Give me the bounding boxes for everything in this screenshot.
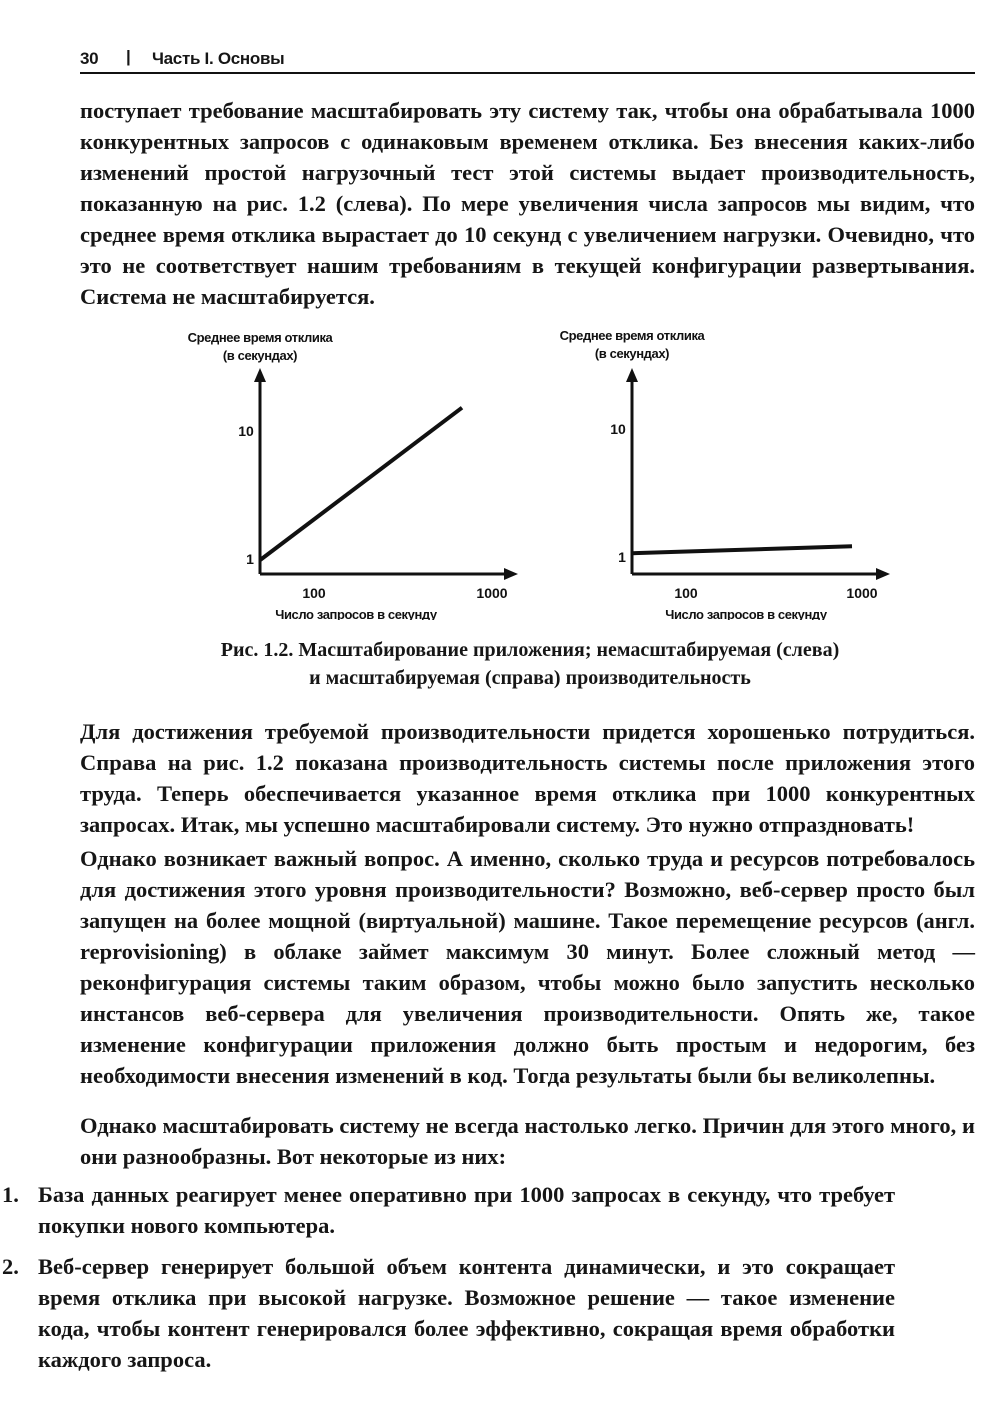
chart-left bbox=[188, 330, 518, 620]
figure-caption bbox=[100, 636, 960, 692]
reasons-list bbox=[0, 1179, 895, 1375]
chart-left-xtick-100: 100 bbox=[302, 585, 326, 601]
chart-left-xtick-1000: 1000 bbox=[476, 585, 508, 601]
page-header bbox=[80, 46, 975, 74]
header-separator: | bbox=[126, 47, 131, 66]
chart-right-xlabel: Число запросов в секунду bbox=[665, 607, 827, 620]
chart-left-series-line bbox=[260, 408, 462, 560]
caption-line2: и масштабируемая (справа) производительность bbox=[309, 667, 751, 689]
chart-right-y-arrow bbox=[626, 368, 638, 382]
list-item-number: 2. bbox=[2, 1254, 19, 1279]
chart-right-xtick-1000: 1000 bbox=[846, 585, 878, 601]
list-item bbox=[0, 1251, 895, 1375]
chart-right-ytick-1: 1 bbox=[618, 549, 626, 565]
chart-left-xlabel: Число запросов в секунду bbox=[275, 607, 437, 620]
chart-right-x-arrow bbox=[876, 568, 890, 580]
chart-left-x-arrow bbox=[504, 568, 518, 580]
section-title: Часть I. Основы bbox=[152, 49, 285, 68]
chart-right bbox=[560, 328, 890, 620]
caption-label: Рис. 1.2. bbox=[220, 639, 294, 661]
chart-right-series-line bbox=[632, 546, 852, 553]
list-item-number: 1. bbox=[2, 1182, 19, 1207]
chart-right-ytick-10: 10 bbox=[610, 421, 626, 437]
scaling-charts bbox=[170, 320, 890, 620]
chart-left-ytick-10: 10 bbox=[238, 423, 254, 439]
chart-right-ylabel-line1: Среднее время отклика bbox=[559, 328, 705, 343]
chart-left-ylabel-line1: Среднее время отклика bbox=[187, 330, 333, 345]
chart-right-ylabel-line2: (в секундах) bbox=[594, 346, 670, 361]
chart-left-y-arrow bbox=[254, 368, 266, 382]
paragraph-question: Однако возникает важный вопрос. А именно, сколько труда и ресурсов потребовалось для достижения этого уровня производительности? Возможно, веб-сервер просто был запущен на более мощной (виртуальной) машине. Такое перемещение ресурсов (англ. reprovisioning) в облаке займет максимум 30 минут. Более сложный метод — реконфигурация системы таким образом, чтобы можно было запустить несколько инстансов веб-сервера для увеличения производительности. Опять же, такое изменение конфигурации приложения должно быть простым и недорогим, без необходимости внесения изменений в код. Тогда результаты были бы великолепны. bbox=[80, 846, 975, 1088]
list-item-text: База данных реагирует менее оперативно при 1000 запросах в секунду, что требует покупки нового компьютера. bbox=[38, 1182, 895, 1238]
chart-right-xtick-100: 100 bbox=[674, 585, 698, 601]
list-item bbox=[0, 1179, 895, 1241]
caption-line1: Масштабирование приложения; немасштабируемая (слева) bbox=[298, 639, 840, 661]
paragraph-reasons: Однако масштабировать систему не всегда настолько легко. Причин для этого много, и они разнообразны. Вот некоторые из них: bbox=[80, 1113, 975, 1169]
paragraph-intro: поступает требование масштабировать эту систему так, чтобы она обрабатывала 1000 конкурентных запросов с одинаковым временем отклика. Без внесения каких-либо изменений простой нагрузочный тест этой системы выдает производительность, показанную на рис. 1.2 (слева). По мере увеличения числа запросов мы видим, что среднее время отклика вырастает до 10 секунд с увеличением нагрузки. Очевидно, что это не соответствует нашим требованиям в текущей конфигурации развертывания. Система не масштабируется. bbox=[80, 98, 975, 309]
list-item-text: Веб-сервер генерирует большой объем контента динамически, и это сокращает время отклика при высокой нагрузке. Возможное решение — такое изменение кода, чтобы контент генерировался более эффективно, сокращая время обработки каждого запроса. bbox=[38, 1254, 895, 1372]
paragraph-effort: Для достижения требуемой производительности придется хорошенько потрудиться. Справа на рис. 1.2 показана производительность системы после приложения этого труда. Теперь обеспечивается указанное время отклика при 1000 конкурентных запросах. Итак, мы успешно масштабировали систему. Это нужно отпраздновать! bbox=[80, 719, 975, 837]
page-number: 30 bbox=[80, 49, 99, 68]
figure-1-2 bbox=[170, 320, 890, 620]
chart-left-ytick-1: 1 bbox=[246, 551, 254, 567]
chart-left-ylabel-line2: (в секундах) bbox=[222, 348, 298, 363]
